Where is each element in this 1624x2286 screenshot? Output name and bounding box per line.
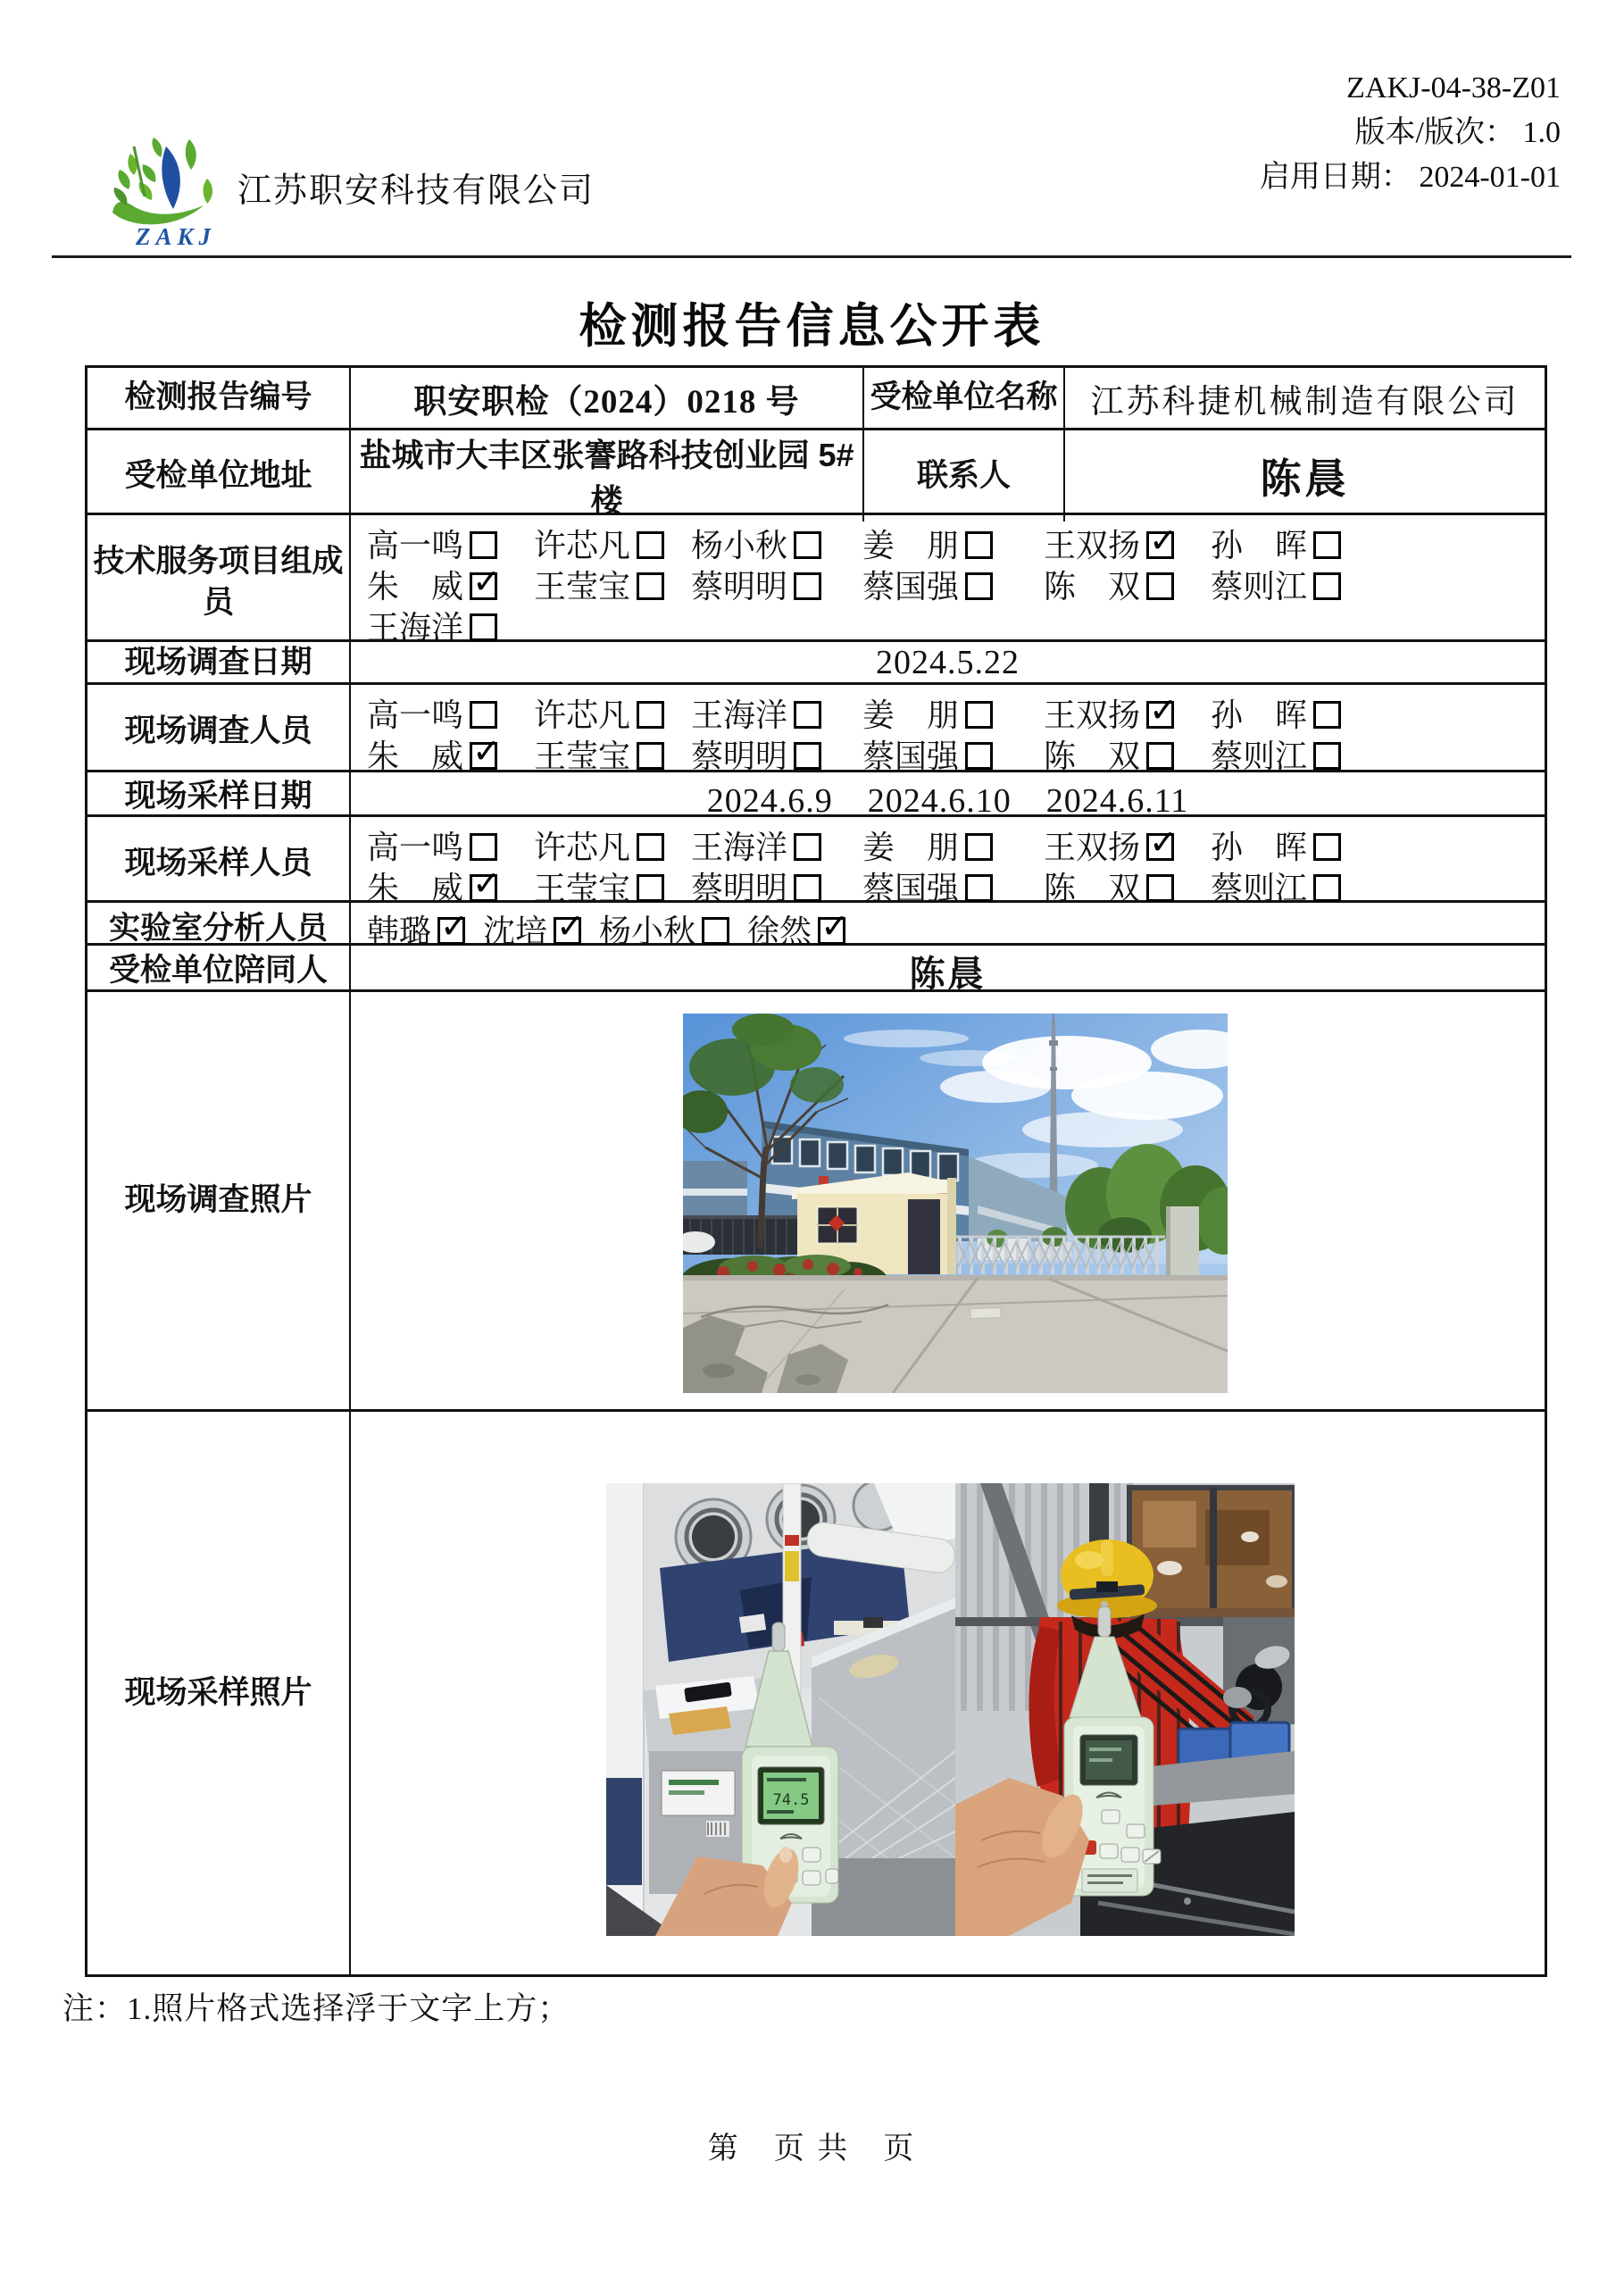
logo-text: ZAKJ	[135, 223, 216, 250]
checkbox-checked-icon[interactable]	[554, 917, 581, 945]
info-table	[85, 365, 1547, 1977]
staff-name: 王海洋	[691, 830, 788, 865]
row-survey-staff	[87, 685, 1545, 772]
staff-member	[862, 562, 1044, 607]
checkbox-icon[interactable]	[1313, 833, 1341, 861]
checkbox-icon[interactable]	[794, 742, 821, 770]
contact-label: 联系人	[864, 430, 1065, 521]
staff-member	[367, 562, 534, 607]
staff-name: 高一鸣	[367, 830, 464, 865]
staff-name: 蔡明明	[691, 871, 788, 906]
checkbox-icon[interactable]	[794, 874, 821, 902]
staff-name: 朱 威	[367, 569, 464, 605]
window-rust	[1129, 1488, 1295, 1621]
checkbox-icon[interactable]	[965, 531, 993, 559]
checkbox-icon[interactable]	[965, 701, 993, 729]
staff-member	[367, 690, 534, 736]
staff-line	[367, 690, 1545, 731]
staff-member	[1211, 731, 1545, 777]
staff-name: 蔡国强	[862, 871, 960, 906]
staff-member	[1211, 690, 1545, 736]
staff-name: 杨小秋	[599, 913, 696, 949]
row-sampling-staff	[87, 817, 1545, 906]
staff-name: 姜 朋	[862, 697, 960, 733]
org-name-label: 受检单位名称	[864, 368, 1065, 428]
checkbox-checked-icon[interactable]	[1146, 531, 1174, 559]
page-title: 检测报告信息公开表	[579, 301, 1045, 353]
staff-line	[367, 822, 1545, 864]
checkbox-icon[interactable]	[794, 572, 821, 600]
checkbox-icon[interactable]	[965, 742, 993, 770]
row-address	[87, 430, 1545, 519]
staff-name: 沈培	[483, 913, 548, 949]
staff-member	[599, 906, 729, 952]
staff-name: 王海洋	[367, 610, 464, 646]
document-meta	[1260, 66, 1561, 200]
staff-name: 陈 双	[1044, 738, 1141, 774]
survey-staff-label: 现场调查人员	[87, 685, 351, 778]
checkbox-icon[interactable]	[1313, 572, 1341, 600]
checkbox-icon[interactable]	[702, 917, 729, 945]
checkbox-checked-icon[interactable]	[1146, 833, 1174, 861]
staff-name: 许芯凡	[534, 697, 631, 733]
staff-name: 高一鸣	[367, 528, 464, 563]
checkbox-icon[interactable]	[965, 874, 993, 902]
org-name-value: 江苏科捷机械制造有限公司	[1090, 383, 1520, 421]
staff-member	[691, 690, 862, 736]
survey-date-label: 现场调查日期	[87, 642, 351, 683]
staff-member	[1044, 562, 1211, 607]
staff-name: 孙 晖	[1211, 697, 1308, 733]
sampling-date-value: 2024.6.9 2024.6.10 2024.6.11	[706, 782, 1189, 820]
checkbox-icon[interactable]	[1146, 572, 1174, 600]
project-team-list	[351, 515, 1545, 649]
staff-name: 王双扬	[1044, 830, 1141, 865]
staff-name: 韩璐	[367, 913, 432, 949]
checkbox-checked-icon[interactable]	[818, 917, 845, 945]
staff-name: 孙 晖	[1211, 528, 1308, 563]
staff-member	[1211, 562, 1545, 607]
address-label: 受检单位地址	[87, 430, 351, 521]
staff-member	[862, 690, 1044, 736]
staff-member	[483, 906, 581, 952]
checkbox-icon[interactable]	[794, 701, 821, 729]
row-survey-photo	[87, 992, 1545, 1412]
staff-line	[367, 908, 1545, 949]
survey-photo-cell	[351, 992, 1545, 1409]
contact-value: 陈晨	[1260, 456, 1350, 502]
row-escort	[87, 946, 1545, 992]
report-no-label: 检测报告编号	[87, 368, 351, 428]
checkbox-icon[interactable]	[1313, 701, 1341, 729]
sampling-photo-cell	[351, 1412, 1545, 1974]
staff-member	[691, 731, 862, 777]
checkbox-icon[interactable]	[637, 531, 664, 559]
checkbox-icon[interactable]	[470, 701, 497, 729]
checkbox-icon[interactable]	[794, 833, 821, 861]
company-logo-leaf-icon	[104, 130, 230, 230]
staff-member	[1044, 731, 1211, 777]
doc-start-date: 启用日期： 2024-01-01	[1259, 161, 1561, 194]
checkbox-icon[interactable]	[637, 742, 664, 770]
checkbox-icon[interactable]	[637, 874, 664, 902]
row-report-no	[87, 368, 1545, 430]
checkbox-icon[interactable]	[637, 572, 664, 600]
staff-line	[367, 864, 1545, 905]
staff-name: 王双扬	[1044, 528, 1141, 563]
staff-line	[367, 521, 1545, 562]
staff-name: 陈 双	[1044, 871, 1141, 906]
checkbox-icon[interactable]	[965, 572, 993, 600]
staff-line	[367, 562, 1545, 603]
survey-photo-label: 现场调查照片	[87, 992, 351, 1409]
checkbox-checked-icon[interactable]	[1146, 701, 1174, 729]
doc-version: 版本/版次： 1.0	[1354, 116, 1561, 149]
page-number-line: 第 页 共 页	[707, 2132, 917, 2165]
staff-member	[367, 906, 465, 952]
staff-member	[862, 822, 1044, 868]
staff-member	[367, 731, 534, 777]
checkbox-checked-icon[interactable]	[470, 874, 497, 902]
checkbox-icon[interactable]	[637, 701, 664, 729]
staff-line	[367, 603, 1545, 644]
header-divider	[52, 255, 1571, 258]
checkbox-icon[interactable]	[1313, 531, 1341, 559]
checkbox-icon[interactable]	[470, 833, 497, 861]
staff-member	[691, 521, 862, 566]
staff-member	[862, 731, 1044, 777]
checkbox-icon[interactable]	[1313, 742, 1341, 770]
staff-name: 蔡则江	[1211, 871, 1308, 906]
staff-name: 许芯凡	[534, 830, 631, 865]
checkbox-icon[interactable]	[470, 613, 497, 641]
staff-member	[747, 906, 845, 952]
staff-member	[1211, 822, 1545, 868]
staff-name: 陈 双	[1044, 569, 1141, 605]
staff-member	[367, 521, 534, 566]
escort-value: 陈晨	[909, 954, 987, 994]
checkbox-checked-icon[interactable]	[470, 742, 497, 770]
checkbox-icon[interactable]	[1313, 874, 1341, 902]
row-project-team	[87, 515, 1545, 646]
staff-name: 朱 威	[367, 738, 464, 774]
staff-member	[534, 822, 691, 868]
staff-name: 徐然	[747, 913, 812, 949]
checkbox-icon[interactable]	[1146, 874, 1174, 902]
staff-name: 蔡明明	[691, 738, 788, 774]
staff-name: 蔡明明	[691, 569, 788, 605]
sampling-photo-left	[606, 1483, 955, 1936]
checkbox-icon[interactable]	[470, 531, 497, 559]
staff-name: 孙 晖	[1211, 830, 1308, 865]
staff-name: 姜 朋	[862, 528, 960, 563]
staff-name: 蔡国强	[862, 738, 960, 774]
row-sampling-date	[87, 772, 1545, 820]
report-no-value: 职安职检（2024）0218 号	[351, 368, 864, 428]
staff-member	[534, 731, 691, 777]
sampling-date-label: 现场采样日期	[87, 772, 351, 822]
sampling-staff-list	[351, 817, 1545, 910]
staff-member	[1211, 521, 1545, 566]
staff-name: 蔡则江	[1211, 738, 1308, 774]
footnote: 注：1.照片格式选择浮于文字上方；	[62, 1991, 570, 2026]
survey-date-value: 2024.5.22	[876, 644, 1020, 682]
staff-name: 王双扬	[1044, 697, 1141, 733]
row-lab-staff	[87, 903, 1545, 949]
lab-staff-label: 实验室分析人员	[87, 903, 351, 955]
row-survey-date	[87, 642, 1545, 685]
survey-staff-list	[351, 685, 1545, 778]
sampling-staff-label: 现场采样人员	[87, 817, 351, 910]
staff-member	[1044, 690, 1211, 736]
staff-line	[367, 731, 1545, 772]
staff-member	[691, 562, 862, 607]
staff-member	[367, 822, 534, 868]
staff-member	[534, 562, 691, 607]
staff-member	[1044, 822, 1211, 868]
staff-name: 王莹宝	[534, 569, 631, 605]
staff-member	[534, 521, 691, 566]
sampling-photo-right	[955, 1483, 1295, 1936]
staff-name: 王莹宝	[534, 871, 631, 906]
checkbox-icon[interactable]	[965, 833, 993, 861]
meter-reading: 74.5	[772, 1791, 810, 1809]
doc-code: ZAKJ-04-38-Z01	[1346, 71, 1561, 104]
staff-name: 王海洋	[691, 697, 788, 733]
checkbox-icon[interactable]	[1146, 742, 1174, 770]
checkbox-checked-icon[interactable]	[470, 572, 497, 600]
staff-member	[862, 521, 1044, 566]
staff-name: 王莹宝	[534, 738, 631, 774]
staff-member	[534, 690, 691, 736]
staff-name: 许芯凡	[534, 528, 631, 563]
address-value: 盐城市大丰区张謇路科技创业园 5#楼	[351, 430, 864, 521]
staff-name: 姜 朋	[862, 830, 960, 865]
checkbox-icon[interactable]	[794, 531, 821, 559]
staff-member	[691, 822, 862, 868]
staff-name: 朱 威	[367, 871, 464, 906]
checkbox-checked-icon[interactable]	[437, 917, 465, 945]
project-team-label: 技术服务项目组成员	[87, 515, 351, 649]
staff-member	[1044, 521, 1211, 566]
company-name: 江苏职安科技有限公司	[237, 172, 595, 210]
checkbox-icon[interactable]	[637, 833, 664, 861]
sampling-photo-label: 现场采样照片	[87, 1412, 351, 1974]
survey-photo	[683, 1014, 1228, 1393]
staff-name: 蔡国强	[862, 569, 960, 605]
staff-name: 高一鸣	[367, 697, 464, 733]
escort-label: 受检单位陪同人	[87, 946, 351, 997]
row-sampling-photo	[87, 1412, 1545, 1974]
staff-name: 蔡则江	[1211, 569, 1308, 605]
staff-name: 杨小秋	[691, 528, 788, 563]
